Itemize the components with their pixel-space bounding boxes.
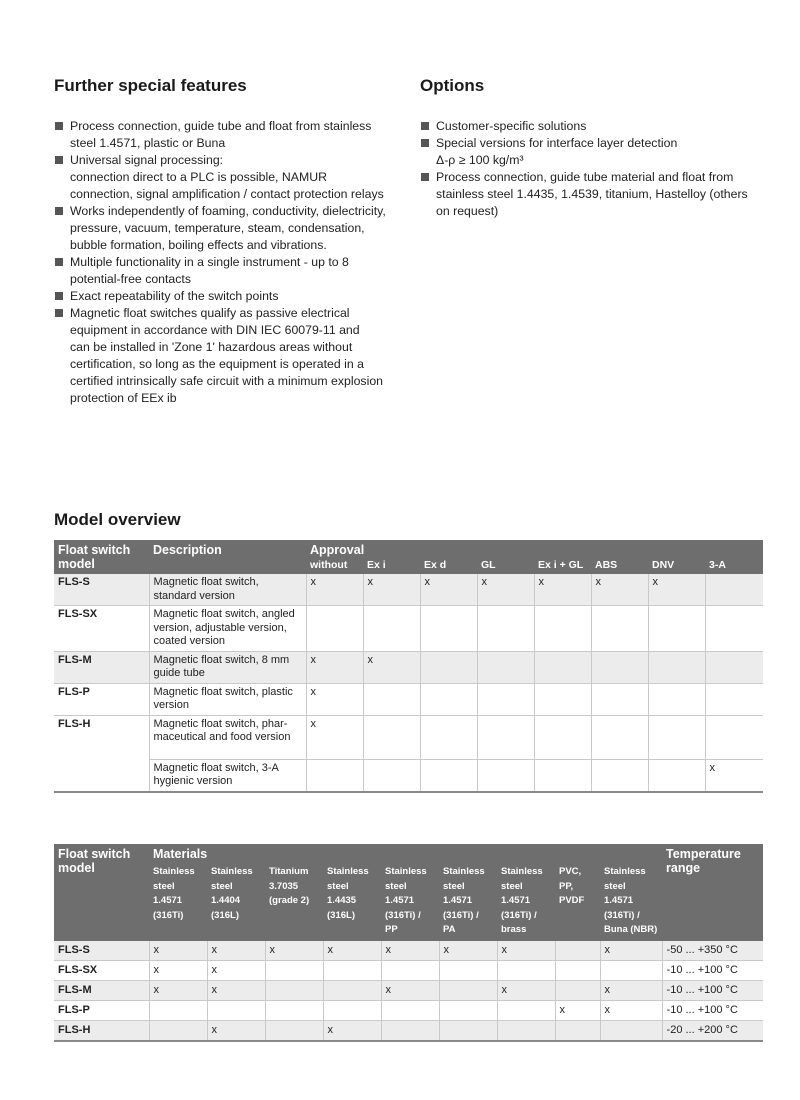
approval-mark [420, 759, 477, 792]
list-item [420, 169, 770, 220]
approval-mark [705, 606, 763, 652]
material-mark [439, 1000, 497, 1020]
approval-mark [363, 715, 420, 759]
temperature-cell: -50 ... +350 °C [662, 941, 763, 961]
approval-header: Ex i + GL [534, 558, 591, 575]
header-approval: Approval [306, 540, 763, 558]
table-row [54, 759, 763, 792]
material-header-line: (316Ti) / [501, 909, 537, 921]
approval-mark [705, 683, 763, 715]
material-header [381, 861, 439, 941]
material-mark [265, 960, 323, 980]
material-mark: x [149, 960, 207, 980]
material-header [555, 861, 600, 941]
material-header-line: Stainless [211, 866, 253, 877]
list-item-line: Δ-ρ ≥ 100 kg/m³ [436, 153, 524, 167]
material-mark: x [555, 1000, 600, 1020]
list-item-line: protection of EEx ib [70, 391, 177, 405]
approval-header: DNV [648, 558, 705, 575]
approval-mark [534, 606, 591, 652]
table-row [54, 980, 763, 1000]
list-item-line: Works independently of foaming, conductivity, dielectricity, [70, 204, 386, 218]
material-header [207, 861, 265, 941]
list-item-line: Exact repeatability of the switch points [70, 289, 279, 303]
model-overview-table [54, 540, 763, 793]
material-mark [555, 960, 600, 980]
approval-mark [648, 651, 705, 683]
material-mark [439, 960, 497, 980]
approval-mark [306, 606, 363, 652]
material-header [265, 861, 323, 941]
features-title: Further special features [54, 76, 247, 95]
list-item [54, 203, 404, 254]
description-cell: Magnetic float switch, plastic version [149, 683, 306, 715]
approval-mark [591, 683, 648, 715]
material-header-line: Buna (NBR) [604, 924, 658, 935]
material-header-line: Stainless [327, 866, 369, 877]
material-header-line: steel [385, 880, 407, 892]
material-header [497, 861, 555, 941]
material-mark: x [497, 980, 555, 1000]
material-mark [265, 980, 323, 1000]
material-header-line: 1.4571 [443, 895, 473, 906]
model-cell: FLS-SX [54, 606, 149, 652]
material-header-line: (316Ti) [153, 909, 184, 921]
table-row [54, 574, 763, 606]
material-mark [323, 1000, 381, 1020]
options-section [420, 76, 770, 220]
approval-mark: x [363, 574, 420, 606]
material-header [439, 861, 497, 941]
approval-mark [420, 606, 477, 652]
material-header-line: 3.7035 [269, 880, 299, 892]
material-mark [555, 941, 600, 961]
material-header-line: PVC, [559, 866, 582, 877]
material-header-line: steel [501, 880, 523, 892]
approval-mark: x [306, 683, 363, 715]
material-mark [149, 1020, 207, 1041]
approval-mark: x [363, 651, 420, 683]
material-mark [439, 1020, 497, 1041]
material-header-line: 1.4571 [153, 895, 183, 906]
material-mark: x [600, 1000, 662, 1020]
material-header-line: Stainless [153, 866, 195, 877]
material-header-line: Stainless [443, 866, 485, 877]
material-mark [265, 1020, 323, 1041]
approval-mark [363, 759, 420, 792]
material-header-line: (316Ti) / [443, 909, 479, 921]
material-mark: x [600, 980, 662, 1000]
temperature-cell: -10 ... +100 °C [662, 960, 763, 980]
approval-mark: x [306, 715, 363, 759]
approval-header: Ex d [420, 558, 477, 575]
material-mark [600, 1020, 662, 1041]
table-row [54, 651, 763, 683]
material-mark [149, 1000, 207, 1020]
header-temperature: Temperature range [662, 844, 763, 941]
list-item-line: Magnetic float switches qualify as passive electrical [70, 306, 350, 320]
material-mark [497, 960, 555, 980]
material-header-line: 1.4404 [211, 895, 241, 906]
list-item [54, 288, 404, 305]
approval-mark [477, 715, 534, 759]
list-item-line: steel 1.4571, plastic or Buna [70, 136, 226, 150]
approval-mark: x [705, 759, 763, 792]
approval-mark [363, 606, 420, 652]
material-mark [381, 960, 439, 980]
material-mark: x [207, 941, 265, 961]
list-item-line: certification, so long as the equipment is operated in a [70, 357, 364, 371]
approval-mark [591, 759, 648, 792]
model-cell: FLS-S [54, 941, 149, 961]
approval-mark [306, 759, 363, 792]
table-row [54, 683, 763, 715]
material-header-line: steel [327, 880, 349, 892]
approval-mark [534, 759, 591, 792]
list-item-line: Process connection, guide tube material and float from [436, 170, 734, 184]
approval-mark [591, 606, 648, 652]
approval-mark [705, 715, 763, 759]
approval-mark [477, 683, 534, 715]
approval-header: Ex i [363, 558, 420, 575]
header-model: Float switch model [54, 540, 149, 574]
material-header-line: (grade 2) [269, 895, 310, 906]
approval-mark: x [420, 574, 477, 606]
material-mark [323, 960, 381, 980]
material-mark: x [323, 1020, 381, 1041]
list-item-line: pressure, vacuum, temperature, steam, condensation, [70, 221, 365, 235]
material-mark: x [439, 941, 497, 961]
temperature-cell: -10 ... +100 °C [662, 1000, 763, 1020]
material-mark: x [497, 941, 555, 961]
list-item [54, 152, 404, 203]
approval-mark [534, 715, 591, 759]
list-item [420, 135, 770, 169]
material-header-line: 1.4571 [604, 895, 634, 906]
approval-mark: x [477, 574, 534, 606]
approval-mark [534, 651, 591, 683]
material-mark [497, 1020, 555, 1041]
material-header-line: brass [501, 924, 527, 935]
list-item-line: Customer-specific solutions [436, 119, 587, 133]
approval-mark [591, 715, 648, 759]
approval-header: 3-A [705, 558, 763, 575]
approval-mark [477, 759, 534, 792]
approval-mark [477, 651, 534, 683]
material-header-line: (316L) [327, 909, 355, 921]
model-cell: FLS-M [54, 980, 149, 1000]
material-mark: x [149, 980, 207, 1000]
approval-mark [363, 683, 420, 715]
header-materials: Materials [149, 844, 662, 861]
material-mark [600, 960, 662, 980]
material-mark: x [207, 960, 265, 980]
list-item-line: connection direct to a PLC is possible, NAMUR [70, 170, 327, 184]
approval-mark: x [306, 574, 363, 606]
material-header [149, 861, 207, 941]
list-item [54, 254, 404, 288]
list-item [54, 118, 404, 152]
approval-mark [648, 606, 705, 652]
approval-mark [648, 683, 705, 715]
material-header-line: (316Ti) / [604, 909, 640, 921]
approval-mark: x [534, 574, 591, 606]
description-cell: Magnetic float switch, 8 mm guide tube [149, 651, 306, 683]
list-item-line: on request) [436, 204, 499, 218]
approval-mark [420, 651, 477, 683]
description-cell: Magnetic float switch, angled version, adjustable version, coated version [149, 606, 306, 652]
features-list [54, 118, 404, 407]
material-mark: x [323, 941, 381, 961]
material-mark: x [207, 980, 265, 1000]
list-item-line: Special versions for interface layer detection [436, 136, 678, 150]
material-mark: x [381, 980, 439, 1000]
table-row [54, 960, 763, 980]
table-row [54, 606, 763, 652]
approval-mark: x [306, 651, 363, 683]
header-description: Description [149, 540, 306, 574]
model-cell: FLS-M [54, 651, 149, 683]
material-mark [381, 1000, 439, 1020]
material-header-line: Stainless [385, 866, 427, 877]
material-header-line: 1.4571 [385, 895, 415, 906]
material-mark [381, 1020, 439, 1041]
material-mark [207, 1000, 265, 1020]
material-header-line: 1.4571 [501, 895, 531, 906]
model-cell: FLS-SX [54, 960, 149, 980]
materials-table [54, 844, 763, 1042]
material-mark: x [207, 1020, 265, 1041]
material-header-line: PP [385, 924, 398, 935]
approval-mark [534, 683, 591, 715]
approval-header: ABS [591, 558, 648, 575]
description-cell: Magnetic float switch, phar-maceutical and food version [149, 715, 306, 759]
material-mark: x [265, 941, 323, 961]
approval-mark [420, 683, 477, 715]
description-cell: Magnetic float switch, standard version [149, 574, 306, 606]
approval-mark: x [591, 574, 648, 606]
material-mark [323, 980, 381, 1000]
material-header-line: PA [443, 924, 456, 935]
material-header-line: steel [443, 880, 465, 892]
material-mark: x [381, 941, 439, 961]
material-header-line: Stainless [604, 866, 646, 877]
description-cell: Magnetic float switch, 3-A hygienic version [149, 759, 306, 792]
material-header-line: PVDF [559, 895, 585, 906]
list-item-line: can be installed in 'Zone 1' hazardous areas without [70, 340, 353, 354]
model-cell [54, 759, 149, 792]
model-cell: FLS-S [54, 574, 149, 606]
material-header [323, 861, 381, 941]
material-mark [497, 1000, 555, 1020]
material-mark [439, 980, 497, 1000]
list-item-line: potential-free contacts [70, 272, 191, 286]
list-item-line: connection, signal amplification / contact protection relays [70, 187, 384, 201]
model-cell: FLS-H [54, 1020, 149, 1041]
approval-mark [648, 759, 705, 792]
features-section [54, 76, 404, 407]
approval-mark [705, 651, 763, 683]
header-model: Float switch model [54, 844, 149, 941]
material-header-line: steel [211, 880, 233, 892]
material-mark: x [149, 941, 207, 961]
approval-header: without [306, 558, 363, 575]
model-cell: FLS-P [54, 1000, 149, 1020]
material-header-line: (316L) [211, 909, 239, 921]
approval-mark: x [648, 574, 705, 606]
material-mark [265, 1000, 323, 1020]
list-item-line: Multiple functionality in a single instrument - up to 8 [70, 255, 349, 269]
list-item-line: bubble formation, boiling effects and vibrations. [70, 238, 327, 252]
list-item-line: Process connection, guide tube and float from stainless [70, 119, 372, 133]
list-item-line: certified intrinsically safe circuit with a minimum explosion [70, 374, 383, 388]
material-header-line: (316Ti) / [385, 909, 421, 921]
material-mark: x [600, 941, 662, 961]
approval-mark [477, 606, 534, 652]
material-header-line: steel [604, 880, 626, 892]
options-list [420, 118, 770, 220]
material-header-line: Titanium [269, 866, 309, 877]
temperature-cell: -10 ... +100 °C [662, 980, 763, 1000]
table-row [54, 1020, 763, 1041]
approval-mark [705, 574, 763, 606]
table-row [54, 715, 763, 759]
list-item-line: Universal signal processing: [70, 153, 224, 167]
list-item [420, 118, 770, 135]
options-title: Options [420, 76, 485, 95]
approval-mark [591, 651, 648, 683]
approval-mark [648, 715, 705, 759]
model-overview-title: Model overview [54, 510, 181, 529]
list-item-line: equipment in accordance with DIN IEC 60079-11 and [70, 323, 360, 337]
approval-header: GL [477, 558, 534, 575]
list-item [54, 305, 404, 407]
approval-mark [420, 715, 477, 759]
material-header-line: steel [153, 880, 175, 892]
material-header-line: 1.4435 [327, 895, 357, 906]
table-row [54, 941, 763, 961]
material-header [600, 861, 662, 941]
temperature-cell: -20 ... +200 °C [662, 1020, 763, 1041]
material-header-line: Stainless [501, 866, 543, 877]
list-item-line: stainless steel 1.4435, 1.4539, titanium, Hastelloy (others [436, 187, 748, 201]
material-header-line: PP, [559, 880, 574, 892]
table-row [54, 1000, 763, 1020]
model-cell: FLS-P [54, 683, 149, 715]
material-mark [555, 980, 600, 1000]
model-cell: FLS-H [54, 715, 149, 759]
material-mark [555, 1020, 600, 1041]
